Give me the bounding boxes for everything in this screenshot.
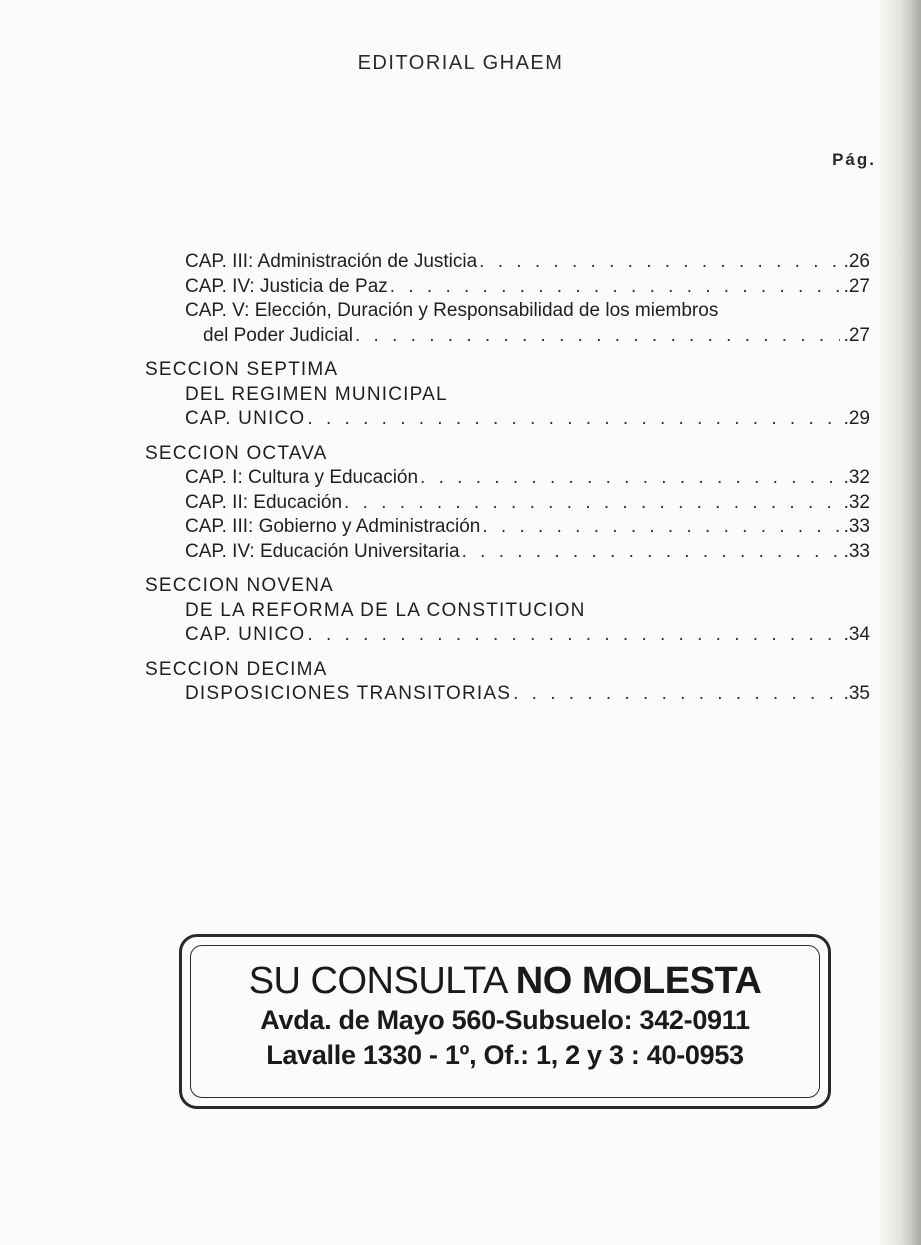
dot-leader [513,683,840,705]
dot-leader [420,467,840,489]
toc-entry [145,467,870,492]
section-subheading [145,600,870,625]
toc-entry [145,276,870,301]
dot-leader [307,408,840,430]
dot-leader [355,325,840,347]
toc-entry-page: .27 [843,324,870,346]
toc-entry-label: CAP. UNICO [185,408,306,429]
dot-leader [344,492,840,514]
address-line-1: Avda. de Mayo 560-Subsuelo: 342-0911 [260,1005,750,1035]
toc-entry [145,624,870,649]
section-heading [145,359,870,384]
section-title: SECCION DECIMA [145,658,328,680]
toc-entry [145,325,870,350]
section-heading [145,659,870,684]
address-line-2: Lavalle 1330 - 1º, Of.: 1, 2 y 3 : 40-0953 [266,1040,744,1070]
toc-entry-label: CAP. UNICO [185,624,306,645]
toc-entry-label: CAP. III: Administración de Justicia [185,251,478,272]
toc-entry [145,683,870,708]
section-title: SECCION OCTAVA [145,442,328,464]
toc-entry-page: .26 [843,251,870,272]
section-subtitle: DE LA REFORMA DE LA CONSTITUCION [185,599,586,621]
toc-entry [145,408,870,433]
toc-entry [145,516,870,541]
section-subtitle: DEL REGIMEN MUNICIPAL [185,383,448,405]
headline-regular: SU CONSULTA [248,960,516,1002]
toc-entry-label: CAP. IV: Justicia de Paz [185,275,388,297]
page-column-label: Pág. [832,150,876,169]
section-heading [145,443,870,468]
toc-entry-label: CAP. II: Educación [185,491,343,513]
toc-entry-label: DISPOSICIONES TRANSITORIAS [185,683,512,704]
dot-leader [462,541,840,563]
toc-entry-page: .32 [843,467,870,488]
advertisement-headline [182,959,828,1003]
toc-entry [145,492,870,517]
table-of-contents [145,251,870,708]
section-title: SECCION SEPTIMA [145,359,339,380]
page-edge-shadow [877,0,921,1245]
section-heading [145,575,870,600]
toc-entry-page: .35 [843,683,870,704]
toc-entry [145,541,870,566]
toc-entry-label: CAP. V: Elección, Duración y Responsabilidad de los miembros [185,300,719,321]
dot-leader [390,276,840,298]
headline-bold: NO MOLESTA [515,960,762,1002]
toc-entry-page: .33 [843,540,870,562]
toc-entry-page: .33 [843,516,870,537]
section-subheading [145,384,870,409]
publisher-header: EDITORIAL GHAEM [357,52,564,74]
toc-entry [145,251,870,276]
toc-entry [145,300,870,325]
toc-entry-label: del Poder Judicial [203,324,353,346]
advertisement-box [179,934,831,1109]
toc-entry-label: CAP. IV: Educación Universitaria [185,540,460,562]
toc-entry-page: .27 [843,275,870,297]
toc-entry-page: .32 [843,491,870,513]
advertisement-text [182,959,828,1073]
dot-leader [307,624,840,646]
section-title: SECCION NOVENA [145,575,334,596]
dot-leader [482,516,840,538]
toc-entry-page: .29 [843,408,870,429]
toc-entry-label: CAP. I: Cultura y Educación [185,467,419,488]
toc-entry-page: .34 [843,624,870,645]
toc-entry-label: CAP. III: Gobierno y Administración [185,516,481,537]
dot-leader [479,251,840,273]
